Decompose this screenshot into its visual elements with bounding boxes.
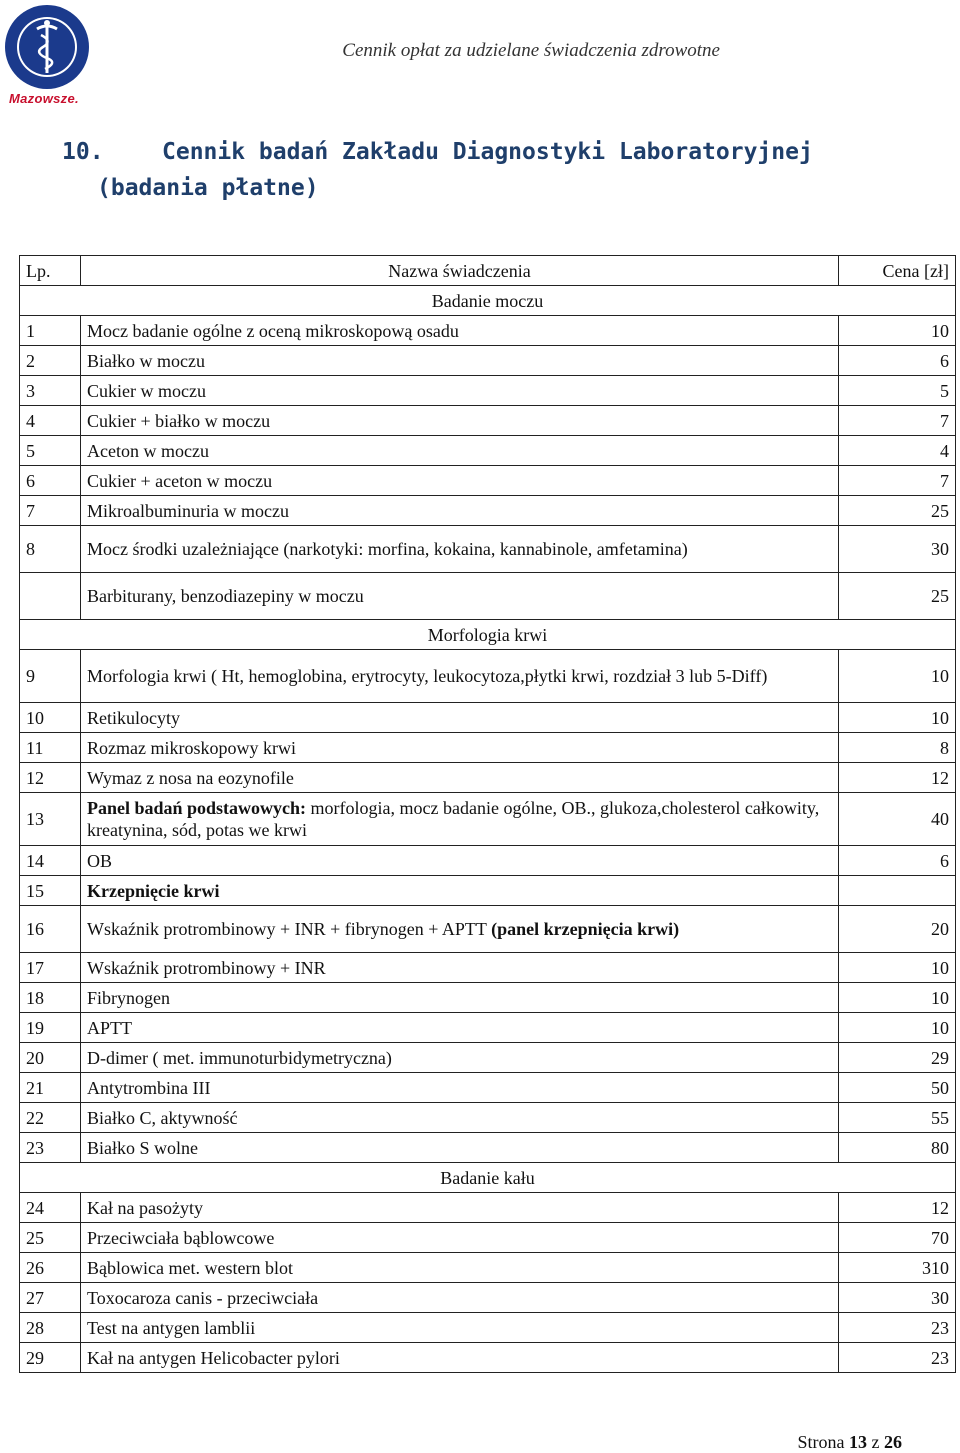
row-lp: 15 [20, 876, 81, 906]
column-header-lp: Lp. [20, 256, 81, 286]
row-name-bold: (panel krzepnięcia krwi) [491, 919, 680, 939]
table-row [20, 1283, 956, 1313]
row-name: Bąblowica met. western blot [81, 1253, 839, 1283]
row-name: Białko w moczu [81, 346, 839, 376]
row-name: Barbiturany, benzodiazepiny w moczu [81, 573, 839, 620]
row-lp: 1 [20, 316, 81, 346]
row-name: Rozmaz mikroskopowy krwi [81, 733, 839, 763]
row-name-bold: Panel badań podstawowych: [87, 798, 307, 818]
row-lp: 16 [20, 906, 81, 953]
row-price: 10 [839, 953, 956, 983]
row-lp: 19 [20, 1013, 81, 1043]
table-header-row [20, 256, 956, 286]
row-price: 30 [839, 1283, 956, 1313]
column-header-price: Cena [zł] [839, 256, 956, 286]
row-price [839, 876, 956, 906]
row-price: 20 [839, 906, 956, 953]
row-name: Wymaz z nosa na eozynofile [81, 763, 839, 793]
row-lp: 29 [20, 1343, 81, 1373]
row-price: 29 [839, 1043, 956, 1073]
row-lp: 6 [20, 466, 81, 496]
category-row [20, 1163, 956, 1193]
table-row [20, 983, 956, 1013]
table-row [20, 1343, 956, 1373]
category-urine: Badanie moczu [20, 286, 956, 316]
table-row [20, 793, 956, 846]
row-lp: 14 [20, 846, 81, 876]
row-lp: 22 [20, 1103, 81, 1133]
section-heading [62, 134, 862, 206]
row-price: 12 [839, 1193, 956, 1223]
page-label: Strona [797, 1432, 845, 1452]
row-price: 7 [839, 406, 956, 436]
column-header-name: Nazwa świadczenia [81, 256, 839, 286]
row-price: 30 [839, 526, 956, 573]
row-price: 23 [839, 1343, 956, 1373]
row-name: Toxocaroza canis - przeciwciała [81, 1283, 839, 1313]
row-lp: 7 [20, 496, 81, 526]
table-row [20, 650, 956, 703]
category-blood-morphology: Morfologia krwi [20, 620, 956, 650]
row-price: 10 [839, 983, 956, 1013]
row-lp: 20 [20, 1043, 81, 1073]
row-name: Mocz środki uzależniające (narkotyki: morfina, kokaina, kannabinole, amfetamina) [81, 526, 839, 573]
category-stool: Badanie kału [20, 1163, 956, 1193]
row-price: 50 [839, 1073, 956, 1103]
row-name: Test na antygen lamblii [81, 1313, 839, 1343]
category-row [20, 620, 956, 650]
row-name: Cukier + białko w moczu [81, 406, 839, 436]
row-name: Mikroalbuminuria w moczu [81, 496, 839, 526]
table-row [20, 466, 956, 496]
row-lp: 13 [20, 793, 81, 846]
page-of: z [871, 1432, 880, 1452]
row-name: Białko C, aktywność [81, 1103, 839, 1133]
row-price: 40 [839, 793, 956, 846]
row-price: 10 [839, 650, 956, 703]
price-table [19, 255, 956, 1373]
table-row [20, 316, 956, 346]
section-number: 10. [62, 139, 104, 165]
table-row [20, 733, 956, 763]
row-name: Fibrynogen [81, 983, 839, 1013]
row-lp: 3 [20, 376, 81, 406]
row-lp: 5 [20, 436, 81, 466]
row-lp: 17 [20, 953, 81, 983]
table-row [20, 376, 956, 406]
hospital-logo [3, 3, 91, 108]
row-lp: 21 [20, 1073, 81, 1103]
row-price: 10 [839, 703, 956, 733]
page-total: 26 [884, 1432, 902, 1452]
row-name: Retikulocyty [81, 703, 839, 733]
row-price: 8 [839, 733, 956, 763]
row-lp: 26 [20, 1253, 81, 1283]
row-name: Cukier + aceton w moczu [81, 466, 839, 496]
table-row [20, 573, 956, 620]
page-current: 13 [849, 1432, 867, 1452]
table-row [20, 436, 956, 466]
row-name: Przeciwciała bąblowcowe [81, 1223, 839, 1253]
row-name: Mocz badanie ogólne z oceną mikroskopową osadu [81, 316, 839, 346]
row-lp: 2 [20, 346, 81, 376]
table-row [20, 1103, 956, 1133]
table-row [20, 763, 956, 793]
row-name: D-dimer ( met. immunoturbidymetryczna) [81, 1043, 839, 1073]
section-title-line2: (badania płatne) [97, 175, 319, 201]
row-name: OB [81, 846, 839, 876]
row-name [81, 906, 839, 953]
table-row [20, 496, 956, 526]
row-price: 6 [839, 846, 956, 876]
row-lp: 8 [20, 526, 81, 573]
logo-brand-text: Mazowsze. [9, 91, 79, 106]
table-row [20, 1073, 956, 1103]
row-price: 25 [839, 496, 956, 526]
row-lp: 11 [20, 733, 81, 763]
row-lp: 28 [20, 1313, 81, 1343]
row-lp: 24 [20, 1193, 81, 1223]
section-title-line1: Cennik badań Zakładu Diagnostyki Laboratoryjnej [162, 139, 813, 165]
table-row [20, 526, 956, 573]
table-row [20, 1013, 956, 1043]
row-name: Antytrombina III [81, 1073, 839, 1103]
row-name-rest: morfologia, mocz badanie ogólne, OB., glukoza,cholesterol całkowity, kreatynina, sód, potas we krwi [87, 798, 820, 840]
row-lp: 23 [20, 1133, 81, 1163]
row-name: Krzepnięcie krwi [81, 876, 839, 906]
table-row [20, 346, 956, 376]
table-row [20, 1193, 956, 1223]
row-lp: 9 [20, 650, 81, 703]
table-row [20, 953, 956, 983]
row-lp: 4 [20, 406, 81, 436]
row-price: 7 [839, 466, 956, 496]
row-price: 70 [839, 1223, 956, 1253]
row-price: 5 [839, 376, 956, 406]
table-row [20, 1223, 956, 1253]
table-row [20, 876, 956, 906]
row-name: Białko S wolne [81, 1133, 839, 1163]
row-name: APTT [81, 1013, 839, 1043]
table-row [20, 1253, 956, 1283]
row-price: 55 [839, 1103, 956, 1133]
table-row [20, 846, 956, 876]
table-row [20, 1133, 956, 1163]
row-price: 25 [839, 573, 956, 620]
row-price: 10 [839, 316, 956, 346]
row-name: Wskaźnik protrombinowy + INR [81, 953, 839, 983]
row-name: Aceton w moczu [81, 436, 839, 466]
table-row [20, 703, 956, 733]
row-price: 10 [839, 1013, 956, 1043]
row-name: Cukier w moczu [81, 376, 839, 406]
row-lp: 10 [20, 703, 81, 733]
table-row [20, 1313, 956, 1343]
row-price: 310 [839, 1253, 956, 1283]
row-name: Morfologia krwi ( Ht, hemoglobina, erytrocyty, leukocytoza,płytki krwi, rozdział 3 lub 5-Diff) [81, 650, 839, 703]
row-price: 6 [839, 346, 956, 376]
table-row [20, 406, 956, 436]
caduceus-emblem-icon [3, 3, 91, 91]
row-lp: 12 [20, 763, 81, 793]
row-lp: 27 [20, 1283, 81, 1313]
table-row [20, 906, 956, 953]
page-number [798, 1432, 903, 1453]
row-lp: 25 [20, 1223, 81, 1253]
row-lp: 18 [20, 983, 81, 1013]
row-price: 80 [839, 1133, 956, 1163]
row-name [81, 793, 839, 846]
table-row [20, 1043, 956, 1073]
category-row [20, 286, 956, 316]
row-price: 12 [839, 763, 956, 793]
row-name: Kał na pasożyty [81, 1193, 839, 1223]
document-header-title: Cennik opłat za udzielane świadczenia zdrowotne [342, 40, 720, 61]
row-lp [20, 573, 81, 620]
row-price: 4 [839, 436, 956, 466]
row-name-rest: Wskaźnik protrombinowy + INR + fibrynogen + APTT [87, 919, 492, 939]
row-price: 23 [839, 1313, 956, 1343]
row-name: Kał na antygen Helicobacter pylori [81, 1343, 839, 1373]
